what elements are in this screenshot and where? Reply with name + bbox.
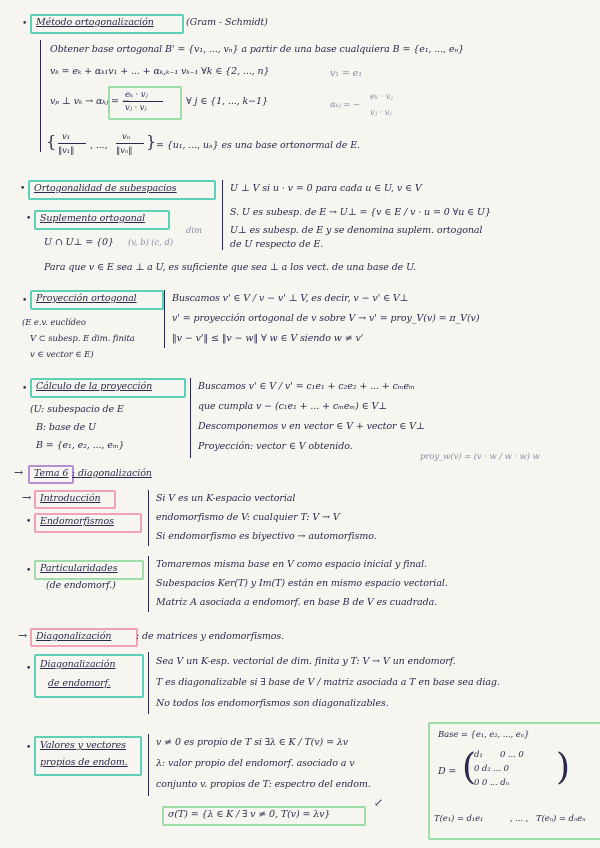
gs-u1-num: v₁ xyxy=(62,132,71,142)
diag-d1: Sea V un K-esp. vectorial de dim. finita y T: V → V un endomorf. xyxy=(156,656,456,667)
gs-side-v1: v₁ = e₁ xyxy=(330,68,362,79)
bracket xyxy=(190,378,191,458)
subtitle-suplemento: Suplemento ortogonal xyxy=(40,213,146,224)
part-p1: Tomaremos misma base en V como espacio inicial y final. xyxy=(156,559,427,570)
diag-d2: T es diagonalizable si ∃ base de V / matriz asociada a T en base sea diag. xyxy=(156,677,500,688)
bracket xyxy=(164,290,165,348)
section-title-diag-rest: : de matrices y endomorfismos. xyxy=(136,631,285,642)
intro-i3: Si endomorfismo es biyectivo → automorfismo. xyxy=(156,531,377,542)
arrow-icon: ↙ xyxy=(374,796,384,809)
val-v4: σ(T) = {λ ∈ K / ∃ v ≠ 0, T(v) = λv} xyxy=(168,809,331,820)
part-p2: Subespacios Ker(T) y Im(T) están en mismo espacio vectorial. xyxy=(156,578,448,589)
matrix-row3: 0 0 ... dₙ xyxy=(474,778,509,788)
bullet-dot: • xyxy=(26,664,32,674)
box-title: Base = {e₁, e₂, ..., eₙ} xyxy=(438,730,530,740)
ort-r4: Para que v ∈ E sea ⊥ a U, es suficiente que sea ⊥ a los vect. de una base de U. xyxy=(44,262,417,273)
calc-side-formula: proy_w(v) = (v · w / w · w) w xyxy=(420,452,540,462)
bullet-dot: • xyxy=(20,184,26,194)
box-eq-sep: , ... , xyxy=(510,814,529,824)
subtitle-diag-endo: Diagonalización xyxy=(40,659,116,670)
box-eq1: T(e₁) = d₁e₁ xyxy=(434,814,484,824)
section-title-proyeccion: Proyección ortogonal xyxy=(36,293,137,304)
ort-r3b: de U respecto de E. xyxy=(230,239,324,250)
subtitle-endomorfismos: Endomorfismos xyxy=(40,516,114,527)
section-title-diagonalizacion: Diagonalización xyxy=(36,631,112,642)
bracket xyxy=(222,180,223,250)
ort-left-note2: dim xyxy=(186,226,202,236)
matrix-paren-right: ) xyxy=(556,747,570,788)
bracket xyxy=(148,556,149,612)
subtitle-diag-endo-2: de endomorf. xyxy=(48,678,111,689)
proy-left1: (E e.v. euclídeo xyxy=(22,318,86,328)
arrow-icon: → xyxy=(14,466,24,479)
calc-r1: Buscamos v' ∈ V / v' = c₁e₁ + c₂e₂ + ... + cₘeₘ xyxy=(198,381,415,392)
box-d-label: D = xyxy=(438,766,457,777)
gs-dots: , ..., xyxy=(90,140,108,151)
brace-close: } xyxy=(146,132,157,151)
val-v1: v ≠ 0 es propio de T si ∃λ ∈ K / T(v) = λv xyxy=(156,737,349,748)
subtitle-intro: Introducción xyxy=(40,493,101,504)
bullet-dot: • xyxy=(22,296,28,306)
proy-r3: ‖v − v'‖ ≤ ‖v − w‖ ∀ w ∈ V siendo w ≠ v' xyxy=(172,333,364,344)
intro-i1: Si V es un K-espacio vectorial xyxy=(156,493,296,504)
section-title-calculo: Cálculo de la proyección xyxy=(36,381,153,392)
calc-left3: B = {e₁, e₂, ..., eₘ} xyxy=(36,440,125,451)
frac-bar xyxy=(58,143,86,144)
diag-d3: No todos los endomorfismos son diagonalizables. xyxy=(156,698,389,709)
val-v2: λ: valor propio del endomorf. asociado a v xyxy=(156,758,355,769)
gs-line-3a: vₚ ⊥ vₖ → αₖⱼ = − xyxy=(50,96,130,107)
bullet-dot: • xyxy=(26,743,32,753)
val-v3: conjunto v. propios de T: espectro del endom. xyxy=(156,779,371,790)
matrix-row1-rest: 0 ... 0 xyxy=(500,750,524,760)
frac-bar xyxy=(116,143,144,144)
gs-side-num: eₖ · vⱼ xyxy=(370,92,393,102)
ort-left-note: (v, b) (c, d) xyxy=(128,238,173,248)
gs-un-den: ‖vₙ‖ xyxy=(116,146,133,156)
gs-side-alpha: αₖⱼ = − xyxy=(330,100,361,110)
ort-r2: S. U es subesp. de E → U⊥ = {v ∈ E / v · u = 0 ∀u ∈ U} xyxy=(230,207,491,218)
calc-left2: B: base de U xyxy=(36,422,96,433)
matrix-paren-left: ( xyxy=(462,747,476,788)
arrow-icon: → xyxy=(18,629,28,642)
bullet-dot: • xyxy=(26,517,32,527)
section-title-note: (Gram - Schmidt) xyxy=(186,17,268,28)
box-eq2: T(eₙ) = dₙeₙ xyxy=(536,814,586,824)
intro-i2: endomorfismo de V: cualquier T: V → V xyxy=(156,512,340,523)
gs-side-den: vⱼ · vⱼ xyxy=(370,108,392,118)
bracket xyxy=(148,652,149,714)
ort-r3: U⊥ es subesp. de E y se denomina suplem. ortogonal xyxy=(230,225,483,236)
gs-line-1: Obtener base ortogonal B' = {v₁, ..., vₙ} a partir de una base cualquiera B = {e₁, ..., eₙ} xyxy=(50,44,465,55)
section-title-tema6: Tema 6 xyxy=(34,468,69,479)
ort-left1: U ∩ U⊥ = {0} xyxy=(44,237,114,248)
subtitle-valores-2: propios de endom. xyxy=(40,757,128,768)
proy-r1: Buscamos v' ∈ V / v − v' ⊥ V, es decir, v − v' ∈ V⊥ xyxy=(172,293,409,304)
bracket-gram-schmidt xyxy=(40,40,41,152)
subtitle-particularidades: Particularidades xyxy=(40,563,118,574)
arrow-icon: → xyxy=(22,491,32,504)
proy-r2: v' = proyección ortogonal de v sobre V → v' = proy_V(v) = π_V(v) xyxy=(172,313,480,324)
calc-r4: Proyección: vector ∈ V obtenido. xyxy=(198,441,353,452)
part-p3: Matriz A asociada a endomorf. en base B de V es cuadrada. xyxy=(156,597,438,608)
matrix-row2: 0 d₂ ... 0 xyxy=(474,764,509,774)
matrix-d1: d₁ xyxy=(474,750,483,760)
proy-left2: V ⊂ subesp. E dim. finita xyxy=(30,334,135,344)
bullet-dot: • xyxy=(22,19,28,29)
section-title-gram-schmidt: Método ortogonalización xyxy=(36,17,154,28)
calc-r2: que cumpla v − (c₁e₁ + ... + cₘeₘ) ∈ V⊥ xyxy=(198,401,388,412)
ort-r1: U ⊥ V si u · v = 0 para cada u ∈ U, v ∈ V xyxy=(230,183,422,194)
gs-frac-bot: vⱼ · vⱼ xyxy=(125,103,147,113)
gs-line-2: vₖ = eₖ + αₖ₁v₁ + ... + αₖ,ₖ₋₁ vₖ₋₁ ∀k ∈ {2, ..., n} xyxy=(50,66,270,77)
gs-line-4: = {u₁, ..., uₙ} es una base ortonormal de E. xyxy=(156,140,361,151)
bullet-dot: • xyxy=(26,566,32,576)
section-title-ortogonalidad: Ortogonalidad de subespacios xyxy=(34,183,177,194)
subtitle-valores: Valores y vectores xyxy=(40,740,126,751)
bracket xyxy=(148,490,149,546)
gs-line-3b: ∀ j ∈ {1, ..., k−1} xyxy=(186,96,268,107)
calc-r3: Descomponemos v en vector ∈ V + vector ∈ V⊥ xyxy=(198,421,425,432)
gs-un-num: vₙ xyxy=(122,132,131,142)
gs-frac-top: eₖ · vⱼ xyxy=(125,90,148,100)
brace-open: { xyxy=(46,132,57,151)
frac-bar xyxy=(123,101,163,102)
bullet-dot: • xyxy=(26,214,32,224)
calc-left1: (U: subespacio de E xyxy=(30,404,124,415)
subtitle-particularidades-2: (de endomorf.) xyxy=(46,580,116,591)
bracket xyxy=(148,734,149,796)
bullet-dot: • xyxy=(22,384,28,394)
gs-u1-den: ‖v₁‖ xyxy=(58,146,75,156)
proy-left3: v ∈ vector ∈ E) xyxy=(30,350,94,360)
section-title-tema6-rest: : diagonalización xyxy=(72,468,152,479)
